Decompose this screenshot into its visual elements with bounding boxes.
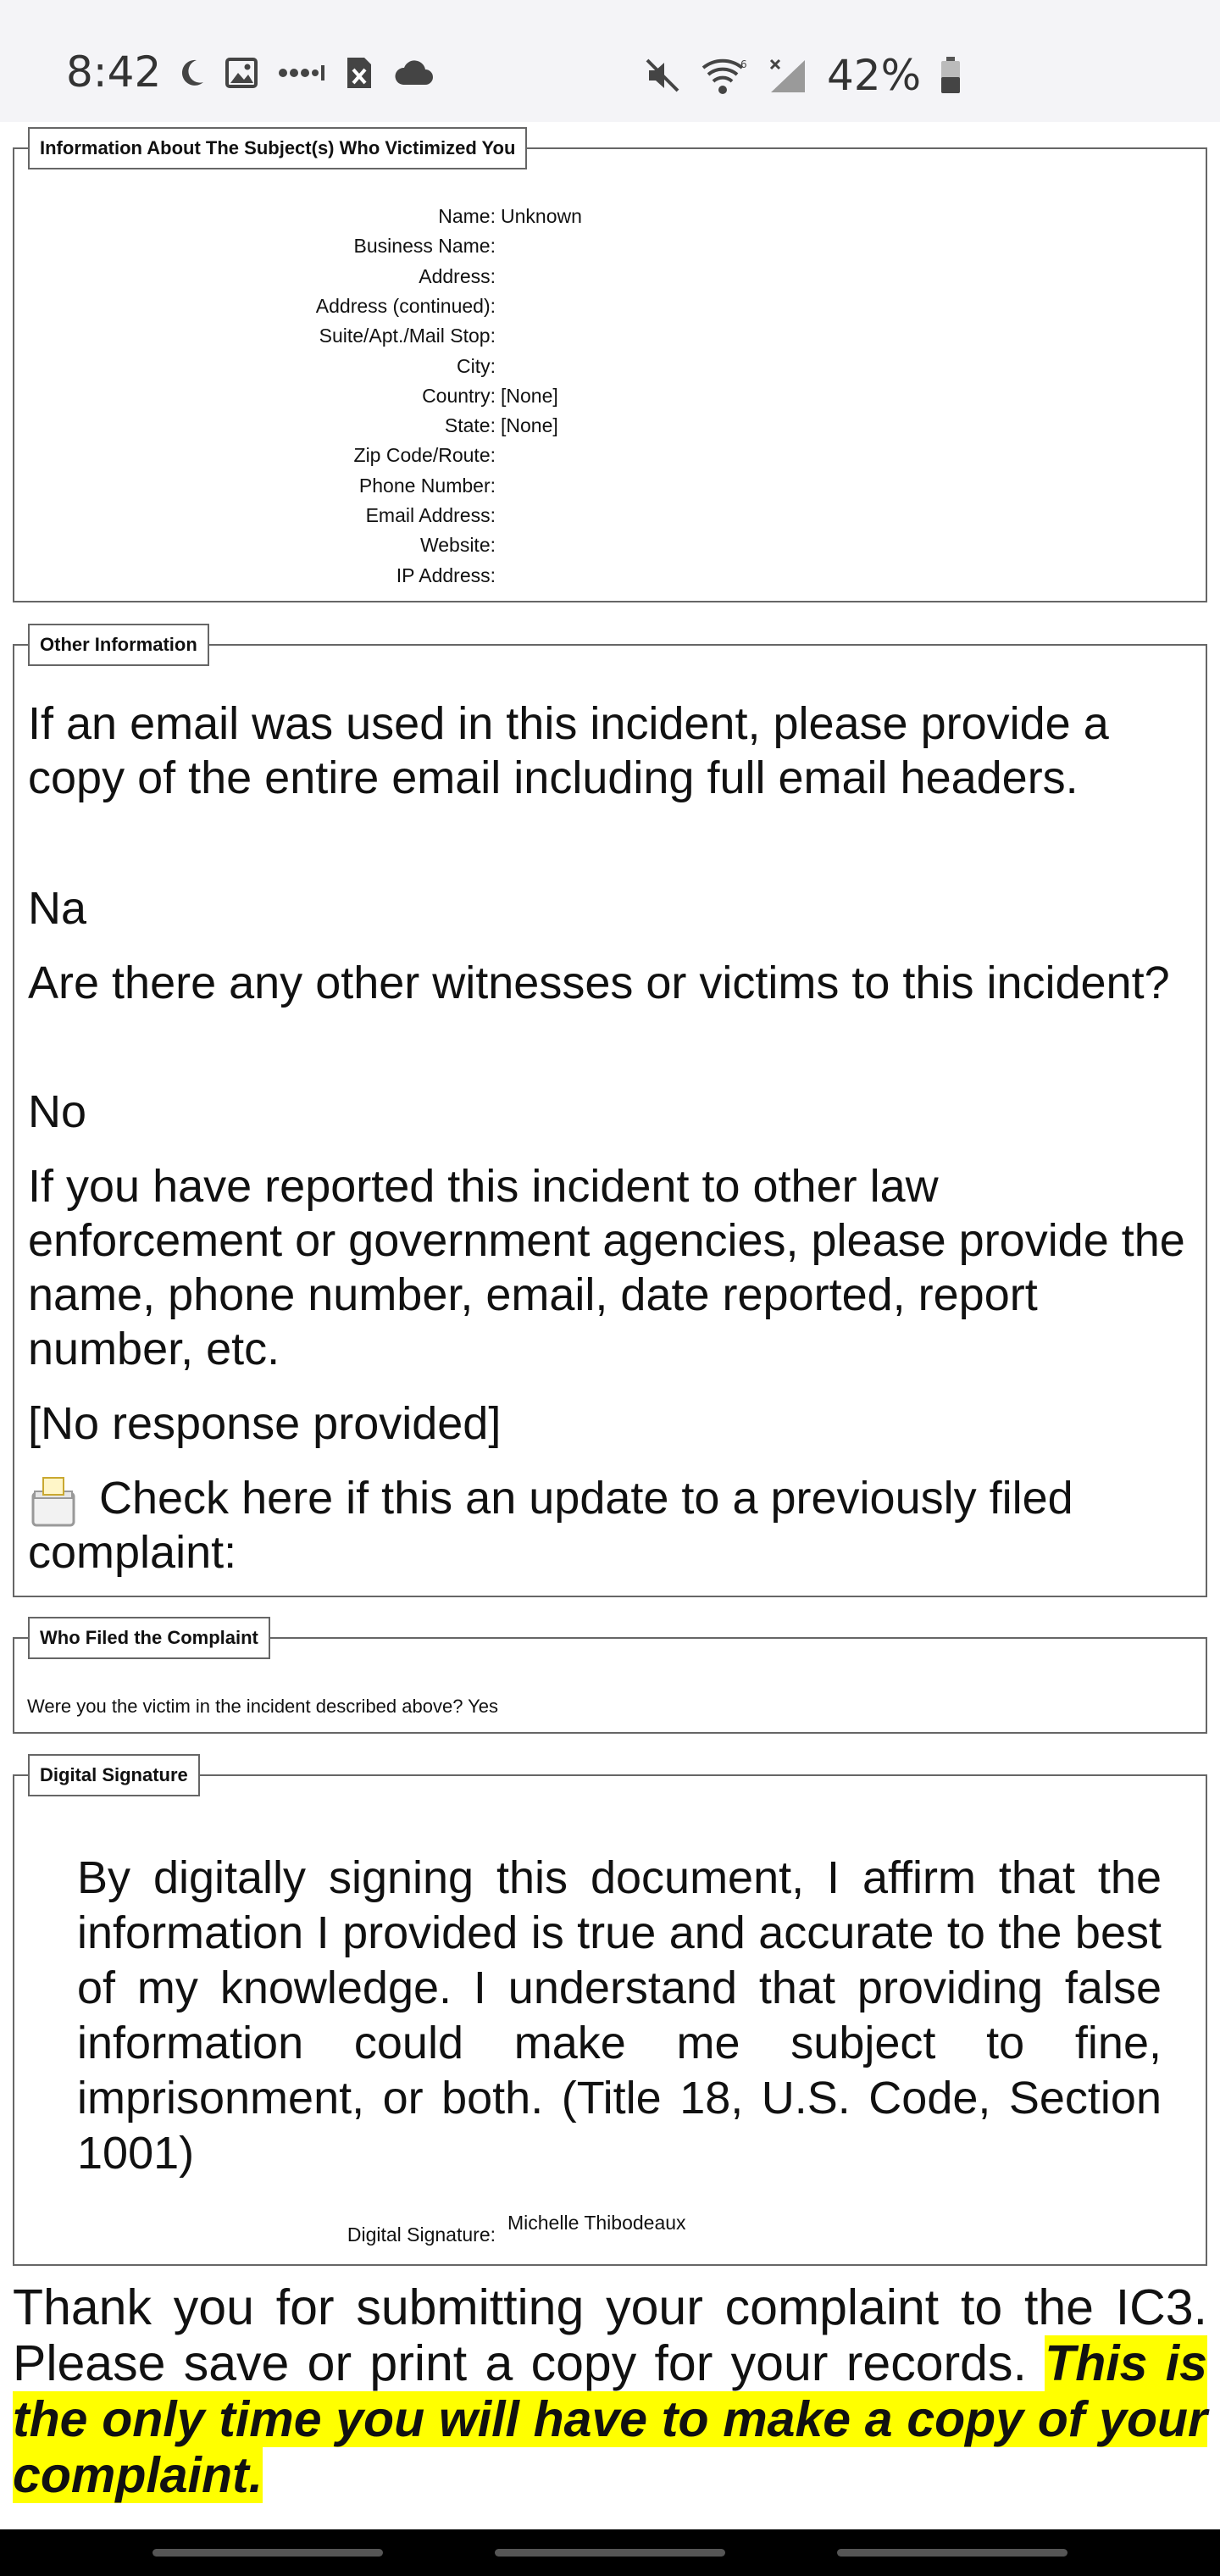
field-value: Unknown [501, 205, 582, 227]
closing-text: Thank you for submitting your complaint to the IC3. Please save or print a copy for your records. [13, 2279, 1207, 2391]
email-answer: Na [28, 883, 87, 934]
image-icon [225, 58, 258, 88]
section-legend: Other Information [28, 624, 209, 666]
field-label: Name: [438, 205, 496, 227]
who-filed-section [13, 1627, 1207, 1734]
ballot-box-icon[interactable] [28, 1474, 79, 1527]
section-legend: Information About The Subject(s) Who Victimized You [28, 127, 527, 169]
notification-icons [180, 56, 434, 90]
signal-icon [768, 57, 808, 94]
field-label: Address (continued): [315, 294, 496, 317]
closing-highlight: This is the only time you will have to make a copy of your complaint. [13, 2335, 1207, 2503]
other-info-section [13, 634, 1207, 1597]
excel-file-icon [346, 56, 373, 90]
digital-signature-section [13, 1764, 1207, 2266]
field-label: Country: [422, 384, 496, 407]
status-time: 8:42 [66, 47, 162, 97]
nav-back-button[interactable] [837, 2549, 1068, 2557]
system-icons [644, 51, 962, 100]
battery-percent: 42% [827, 51, 922, 100]
signature-value: Michelle Thibodeaux [507, 2212, 686, 2234]
mute-icon [644, 57, 681, 94]
nav-recents-button[interactable] [152, 2549, 383, 2557]
update-checkbox-row [28, 1471, 1197, 1579]
subject-info-section [13, 137, 1207, 602]
wifi-icon [700, 56, 749, 95]
nav-home-button[interactable] [495, 2549, 725, 2557]
field-value: [None] [501, 414, 558, 437]
field-value: [None] [501, 384, 558, 407]
section-legend: Digital Signature [28, 1754, 200, 1796]
field-label: Suite/Apt./Mail Stop: [319, 325, 496, 347]
field-label: Address: [419, 264, 496, 287]
witnesses-answer: No [28, 1086, 87, 1137]
signature-label: Digital Signature: [347, 2223, 496, 2246]
field-label: City: [457, 354, 496, 377]
svg-text:6: 6 [740, 58, 747, 70]
field-label: IP Address: [396, 564, 496, 586]
field-label: Email Address: [365, 504, 496, 526]
update-checkbox-label: Check here if this an update to a previously filed complaint: [28, 1473, 1073, 1578]
field-label: Business Name: [353, 235, 496, 258]
signature-statement: By digitally signing this document, I affirm that the information I provided is true and accurate to the best of my knowledge. I understand that providing false information could make me subject to fine, imprisonment, or both. (Title 18, U.S. Code, Section 1001) [77, 1852, 1162, 2179]
witnesses-question: Are there any other witnesses or victims to this incident? [28, 958, 1170, 1008]
field-label: Phone Number: [358, 474, 496, 497]
moon-icon [180, 58, 205, 87]
other-agencies-answer: [No response provided] [28, 1398, 502, 1449]
closing-message [13, 2279, 1207, 2503]
victim-question: Were you the victim in the incident described above? Yes [27, 1696, 499, 1717]
dots-icon [278, 64, 325, 81]
status-bar [0, 0, 1220, 122]
field-label: Website: [419, 534, 496, 557]
cloud-icon [393, 59, 434, 86]
email-question: If an email was used in this incident, please provide a copy of the entire email including full email headers. [28, 698, 1109, 803]
section-legend: Who Filed the Complaint [28, 1617, 270, 1659]
battery-icon [940, 57, 962, 94]
field-label: State: [444, 414, 496, 437]
field-label: Zip Code/Route: [353, 444, 496, 467]
other-agencies-question: If you have reported this incident to other law enforcement or government agencies, please provide the name, phone number, email, date reported, report number, etc. [28, 1161, 1185, 1374]
